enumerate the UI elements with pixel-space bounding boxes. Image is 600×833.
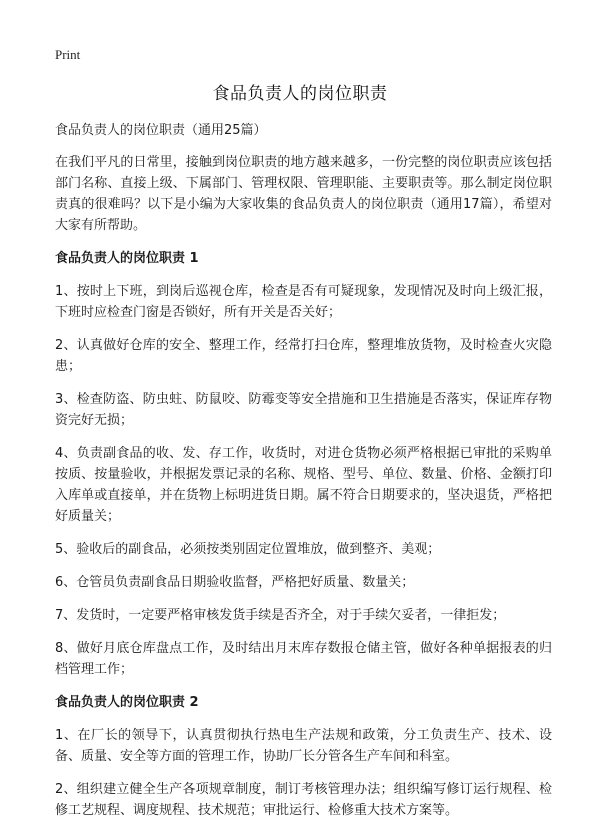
print-link[interactable]: Print (55, 47, 81, 62)
page-title: 食品负责人的岗位职责 (212, 84, 388, 104)
list-item: 4、负责副食品的收、发、存工作，收货时，对进仓货物必须严格根据已审批的采购单按质、按量验收，并根据发票记录的名称、规格、型号、单位、数量、价格、金额打印入库单或直接单，并在货物上标明进货日期。属不符合日期要求的，坚决退货，严格把好质量关； (55, 446, 552, 524)
article-body (55, 120, 552, 833)
list-item: 3、检查防盗、防虫蛀、防鼠咬、防霉变等安全措施和卫生措施是否落实，保证库存物资完好无损； (55, 392, 552, 428)
list-item: 6、仓管员负责副食品日期验收监督，严格把好质量、数量关； (55, 575, 415, 590)
section-heading: 食品负责人的岗位职责 1 (55, 251, 199, 266)
intro-paragraph: 在我们平凡的日常里，接触到岗位职责的地方越来越多，一份完整的岗位职责应该包括部门名称、直接上级、下属部门、管理权限、管理职能、主要职责等。那么制定岗位职责真的很难吗？以下是小编为大家收集的食品负责人的岗位职责（通用17篇），希望对大家有所帮助。 (55, 155, 552, 233)
article-subtitle: 食品负责人的岗位职责（通用25篇） (55, 123, 267, 138)
section-2 (55, 692, 552, 821)
list-item: 1、在厂长的领导下，认真贯彻执行热电生产法规和政策，分工负责生产、技术、设备、质量、安全等方面的管理工作，协助厂长分管各生产车间和科室。 (55, 728, 552, 764)
list-item: 2、认真做好仓库的安全、整理工作，经常打扫仓库，整理堆放货物，及时检查火灾隐患； (55, 338, 552, 374)
list-item: 7、发货时，一定要严格审核发货手续是否齐全，对于手续欠妥者，一律拒发； (55, 608, 506, 623)
list-item: 1、按时上下班，到岗后巡视仓库，检查是否有可疑现象，发现情况及时向上级汇报，下班时应检查门窗是否锁好，所有开关是否关好； (55, 284, 552, 320)
section-1 (55, 248, 552, 680)
list-item: 8、做好月底仓库盘点工作，及时结出月末库存数报仓储主管，做好各种单据报表的归档管理工作； (55, 641, 552, 677)
section-heading: 食品负责人的岗位职责 2 (55, 695, 199, 710)
list-item: 5、验收后的副食品，必须按类别固定位置堆放，做到整齐、美观； (55, 542, 441, 557)
list-item: 2、组织建立健全生产各项规章制度，制订考核管理办法；组织编写修订运行规程、检修工艺规程、调度规程、技术规范；审批运行、检修重大技术方案等。 (55, 782, 552, 818)
